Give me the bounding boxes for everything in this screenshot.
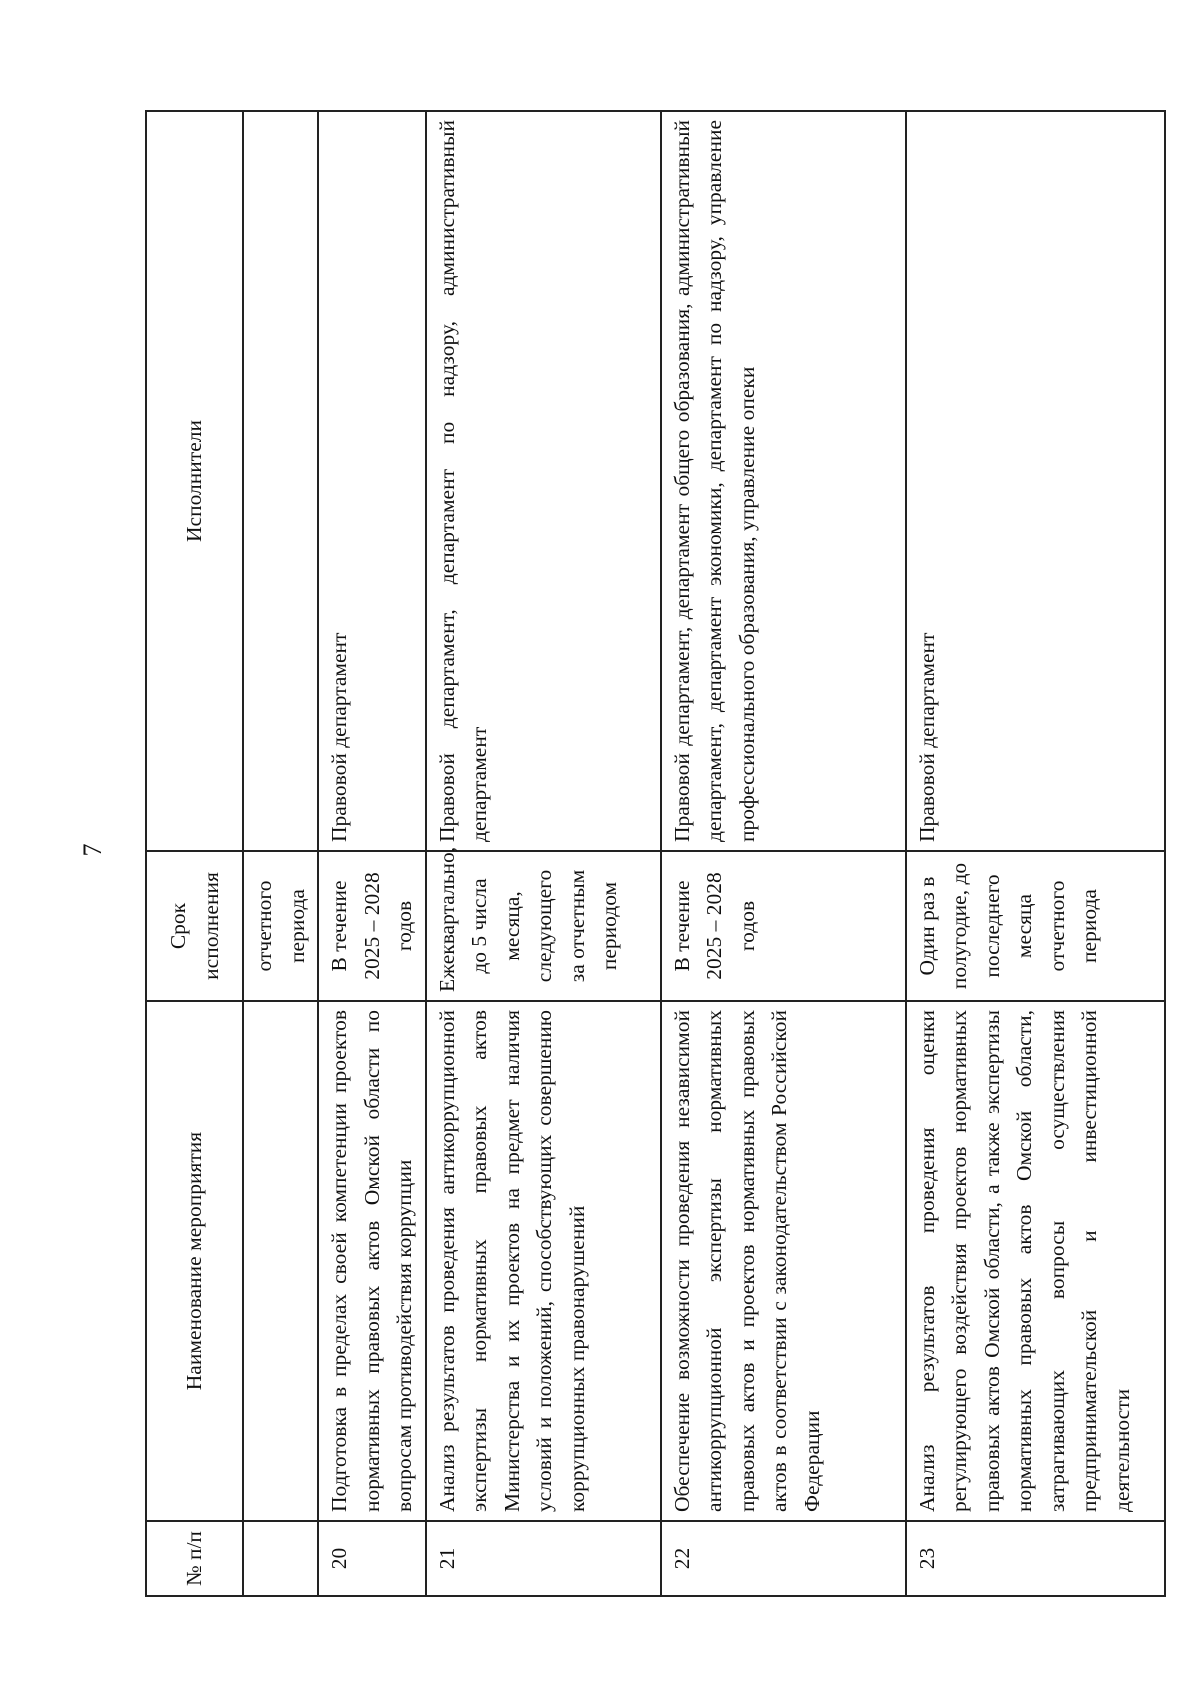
header-num: № п/п (146, 1521, 243, 1596)
row-executors: Правовой департамент (906, 111, 1165, 851)
table-row (426, 111, 661, 1596)
row-num: 20 (318, 1521, 426, 1596)
row-num: 21 (426, 1521, 661, 1596)
measures-table (145, 110, 1166, 1597)
row-term: В течение 2025 – 2028 годов (661, 851, 906, 1001)
row-num: 22 (661, 1521, 906, 1596)
row-term: Ежеквартально, до 5 числа месяца, следующего за отчетным периодом (426, 851, 661, 1001)
row-executors: Правовой департамент, департамент по надзору, административный департамент (426, 111, 661, 851)
header-term: Срок исполнения (146, 851, 243, 1001)
row-name: Анализ результатов проведения оценки регулирующего воздействия проектов нормативных правовых актов Омской области, а также экспертизы нормативных правовых актов Омской области, затрагивающих вопросы осуществления предпринимательской и инвестиционной деятельности (906, 1001, 1165, 1521)
continuation-executors (243, 111, 318, 851)
continuation-num (243, 1521, 318, 1596)
row-term: В течение 2025 – 2028 годов (318, 851, 426, 1001)
rotated-table-wrapper (145, 112, 1133, 1597)
row-name: Анализ результатов проведения антикоррупционной экспертизы нормативных правовых актов Министерства и их проектов на предмет наличия условий и положений, способствующих совершению коррупционных правонарушений (426, 1001, 661, 1521)
table-row (318, 111, 426, 1596)
table-header-row (146, 111, 243, 1596)
row-executors: Правовой департамент, департамент общего образования, административный департамент, департамент экономики, департамент по надзору, управление профессионального образования, управление опеки (661, 111, 906, 851)
row-term: Один раз в полугодие, до последнего месяца отчетного периода (906, 851, 1165, 1001)
header-executors: Исполнители (146, 111, 243, 851)
header-name: Наименование мероприятия (146, 1001, 243, 1521)
continuation-term: отчетного периода (243, 851, 318, 1001)
row-name: Обеспечение возможности проведения независимой антикоррупционной экспертизы нормативных правовых актов и проектов нормативных правовых актов в соответствии с законодательством Российской Федерации (661, 1001, 906, 1521)
table-row (661, 111, 906, 1596)
row-executors: Правовой департамент (318, 111, 426, 851)
page-number: 7 (78, 843, 107, 857)
row-name: Подготовка в пределах своей компетенции проектов нормативных правовых актов Омской области по вопросам противодействия коррупции (318, 1001, 426, 1521)
table-row (906, 111, 1165, 1596)
row-num: 23 (906, 1521, 1165, 1596)
continuation-name (243, 1001, 318, 1521)
continuation-row (243, 111, 318, 1596)
